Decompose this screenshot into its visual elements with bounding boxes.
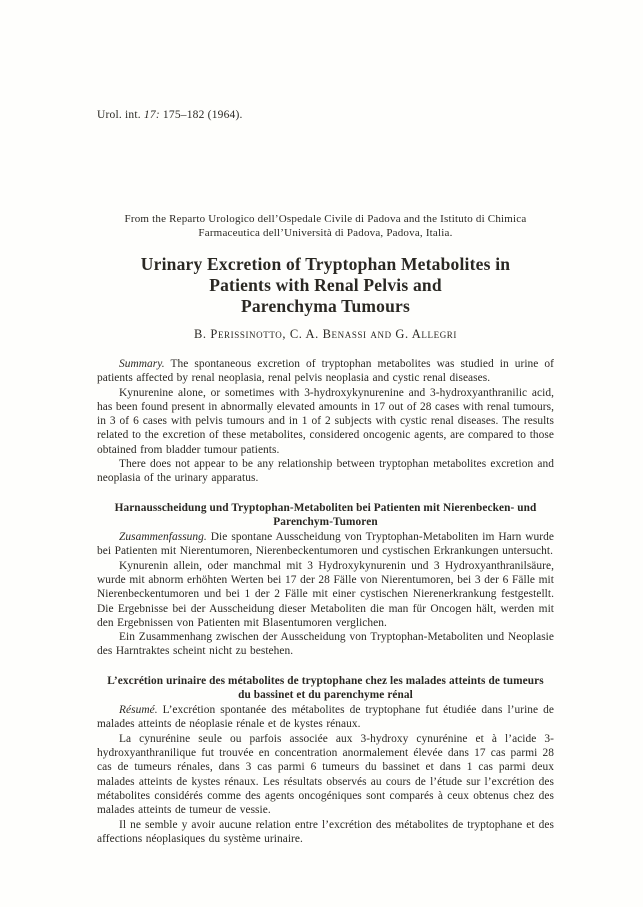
title-line: Parenchyma Tumours <box>240 296 411 316</box>
german-section-heading <box>97 501 554 529</box>
summary-paragraph-2: Kynurenine alone, or sometimes with 3-hydroxykynurenine and 3-hydroxyanthranilic acid, has been found present in abnormally elevated amounts in 17 out of 28 cases with renal tumours, in 3 of 6 cases with pelvis tumours and in 1 of 2 subjects with cystic renal diseases. The results related to the excretion of these metabolites, considered oncogenic agents, are compared to those obtained from bladder tumour patients. <box>97 386 554 456</box>
journal-name: Urol. int. <box>97 109 144 121</box>
heading-line: Parenchym-Tumoren <box>273 515 378 528</box>
affiliation: From the Reparto Urologico dell’Ospedale Civile di Padova and the Istituto di Chimica Farmaceutica dell’Università di Padova, Padova, Italia. <box>124 213 527 239</box>
resume-paragraph-3: Il ne semble y avoir aucune relation entre l’excrétion des métabolites de tryptophane et des affections néoplasiques du système urinaire. <box>97 818 554 845</box>
zusammenfassung-lead: Zusammenfassung. <box>119 531 207 544</box>
summary-paragraph-3: There does not appear to be any relationship between tryptophan metabolites excretion and neoplasia of the urinary apparatus. <box>97 458 554 485</box>
journal-reference <box>97 108 554 122</box>
journal-volume: 17: <box>143 109 160 121</box>
resume-paragraph-1 <box>97 703 554 732</box>
abstract-german <box>97 501 554 659</box>
authors: B. Perissinotto, C. A. Benassi and G. Allegri <box>194 327 457 341</box>
summary-text-1: The spontaneous excretion of tryptophan metabolites was studied in urine of patients affected by renal neoplasia, renal pelvis neoplasia and cystic renal diseases. <box>97 358 554 385</box>
paper-title <box>97 254 554 317</box>
french-section-heading <box>97 674 554 702</box>
zusammenfassung-paragraph-2: Kynurenin allein, oder manchmal mit 3 Hydroxykynurenin und 3 Hydroxyanthranilsäure, wurde mit abnorm erhöhten Werten bei 17 der 28 Fälle von Nierentumoren, bei 3 der 6 Fälle mit Nierenbeckentumoren und bei 1 der 2 Fälle mit einer cystischen Nierenerkrankung festgestellt. Die Ergebnisse bei der Ausscheidung dieser Metaboliten die man für Oncogen hält, werden mit den Ergebnissen von Patienten mit Blasentumoren verglichen. <box>97 559 554 629</box>
zusammenfassung-text-1: Die spontane Ausscheidung von Tryptophan-Metaboliten im Harn wurde bei Patienten mit Nierentumoren, Nierenbeckentumoren und cystischen Erkrankungen untersucht. <box>97 531 554 558</box>
resume-paragraph-2: La cynurénine seule ou parfois associée aux 3-hydroxy cynurénine et à l’acide 3-hydroxyanthranilique fut trouvée en concentration anormalement élevée dans 17 cas parmi 28 cas de tumeurs rénales, dans 3 cas parmi 6 tumeurs du bassinet et dans 1 cas parmi deux malades atteints de kystes rénaux. Les résultats observés au cours de l’étude sur l’excrétion des métabolites considérés comme des agents oncogéniques sont comparés à ceux obtenus chez des malades atteints de tumeur de vessie. <box>97 732 554 817</box>
resume-lead: Résumé. <box>119 704 158 717</box>
page-content <box>97 108 554 846</box>
title-line: Urinary Excretion of Tryptophan Metabolites in <box>140 254 511 274</box>
summary-lead: Summary. <box>119 358 165 370</box>
abstract-french <box>97 674 554 846</box>
zusammenfassung-paragraph-1 <box>97 530 554 559</box>
summary-paragraph-1 <box>97 357 554 386</box>
heading-line: Harnausscheidung und Tryptophan-Metaboliten bei Patienten mit Nierenbecken- und <box>114 501 537 514</box>
heading-line: du bassinet et du parenchyme rénal <box>238 688 413 701</box>
title-line: Patients with Renal Pelvis and <box>209 275 442 295</box>
resume-text-1: L’excrétion spontanée des métabolites de tryptophane fut étudiée dans l’urine de malades atteints de néoplasie rénale et de kystes rénaux. <box>97 704 554 731</box>
zusammenfassung-paragraph-3: Ein Zusammenhang zwischen der Ausscheidung von Tryptophan-Metaboliten und Neoplasie des Harntraktes scheint nicht zu bestehen. <box>97 631 554 658</box>
journal-pages: 175–182 (1964). <box>159 109 243 121</box>
heading-line: L’excrétion urinaire des métabolites de tryptophane chez les malades atteints de tumeurs <box>107 674 544 687</box>
abstract-english <box>97 357 554 486</box>
